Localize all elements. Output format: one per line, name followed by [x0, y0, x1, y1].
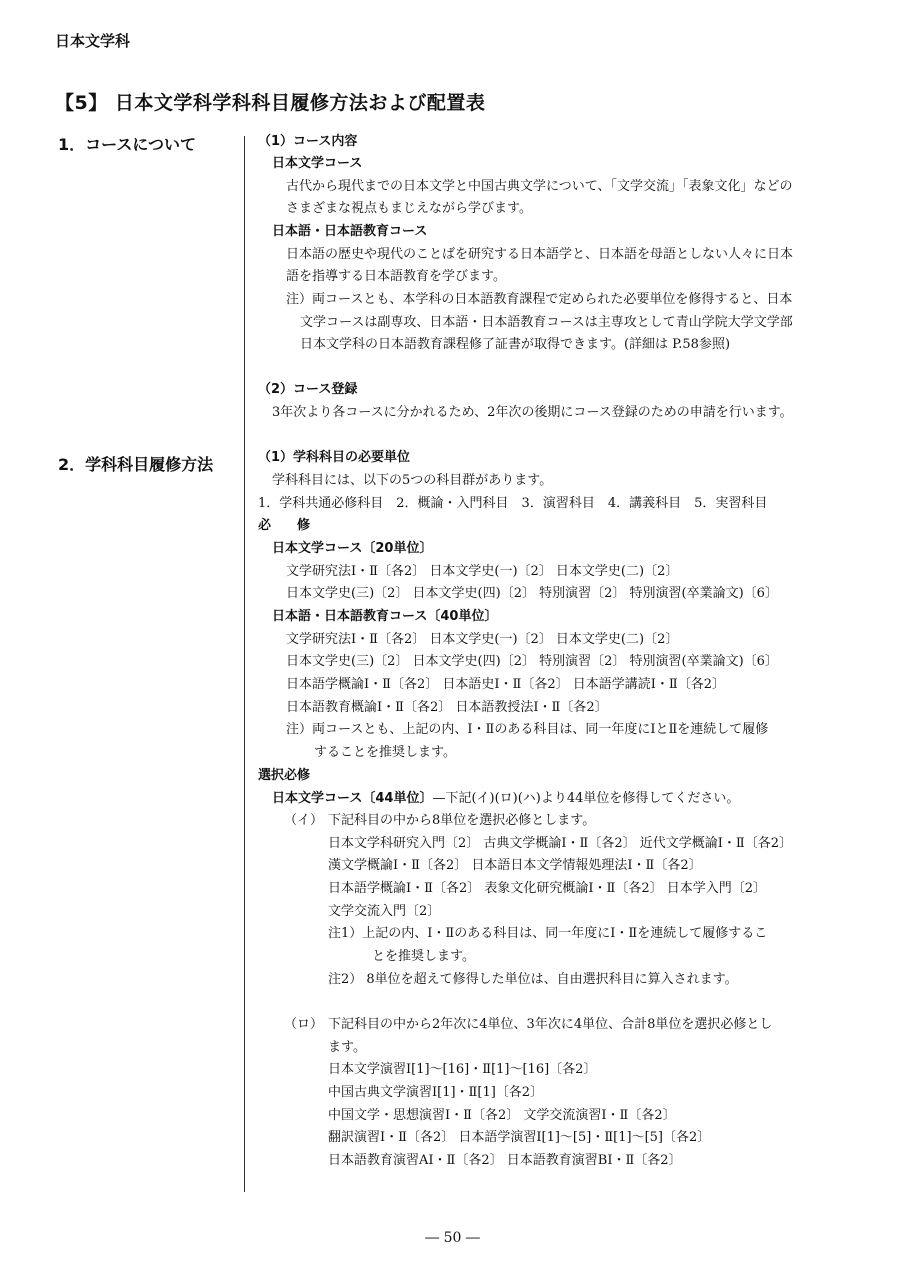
required-units-heading: （1）学科科目の必要単位 [258, 450, 411, 465]
req-jp-row-2: 日本文学史(三)〔2〕 日本文学史(四)〔2〕 特別演習〔2〕 特別演習(卒業論文)〔6〕 [286, 654, 778, 669]
req-note-1: 注）両コースとも、上記の内、Ⅰ・Ⅱのある科目は、同一年度にⅠとⅡを連続して履修 [286, 722, 769, 737]
course-registration-heading: （2）コース登録 [258, 382, 358, 397]
req-note-2: することを推奨します。 [314, 745, 456, 760]
course-note-3: 日本文学科の日本語教育課程修了証書が取得できます。(詳細は P.58参照) [300, 337, 731, 352]
elective-jl-line [272, 789, 739, 809]
elective-label: 選択必修 [258, 768, 311, 783]
page-title: 【5】 日本文学科学科科目履修方法および配置表 [55, 92, 486, 114]
req-jl-row-2: 日本文学史(三)〔2〕 日本文学史(四)〔2〕 特別演習〔2〕 特別演習(卒業論文)〔6〕 [286, 586, 778, 601]
item-ro-text-1: 下記科目の中から2年次に4単位、3年次に4単位、合計8単位を選択必修とし [328, 1017, 773, 1032]
required-label: 必 修 [258, 518, 311, 533]
item-ro-mark: （ロ） [284, 1017, 324, 1032]
item-ro-line-4: 翻訳演習Ⅰ・Ⅱ〔各2〕 日本語学演習Ⅰ[1]〜[5]・Ⅱ[1]〜[5]〔各2〕 [328, 1130, 711, 1145]
item-i-note-1a: 注1）上記の内、Ⅰ・Ⅱのある科目は、同一年度にⅠ・Ⅱを連続して履修するこ [328, 926, 768, 941]
item-i-line-2: 漢文学概論Ⅰ・Ⅱ〔各2〕 日本語日本文学情報処理法Ⅰ・Ⅱ〔各2〕 [328, 858, 702, 873]
item-i-note-1b: とを推奨します。 [372, 949, 475, 964]
item-ro-line-2: 中国古典文学演習Ⅰ[1]・Ⅱ[1]〔各2〕 [328, 1085, 544, 1100]
jp-course-text-1: 日本語の歴史や現代のことばを研究する日本語学と、日本語を母語としない人々に日本 [286, 247, 794, 262]
item-i-line-4: 文学交流入門〔2〕 [328, 904, 441, 919]
section-divider-line [244, 136, 245, 1192]
jl-course-text-1: 古代から現代までの日本文学と中国古典文学について、「文学交流」「表象文化」などの [286, 179, 793, 194]
item-ro-line-5: 日本語教育演習AⅠ・Ⅱ〔各2〕 日本語教育演習BⅠ・Ⅱ〔各2〕 [328, 1153, 682, 1168]
item-i-mark: （イ） [284, 813, 324, 828]
req-jp-row-1: 文学研究法Ⅰ・Ⅱ〔各2〕 日本文学史(一)〔2〕 日本文学史(二)〔2〕 [286, 632, 679, 647]
elective-jl-description: —下記(イ)(ロ)(ハ)より44単位を修得してください。 [432, 791, 740, 806]
item-ro-text-2: ます。 [328, 1040, 366, 1055]
req-jl-row-1: 文学研究法Ⅰ・Ⅱ〔各2〕 日本文学史(一)〔2〕 日本文学史(二)〔2〕 [286, 564, 679, 579]
course-content-heading: （1）コース内容 [258, 134, 358, 149]
jl-course-text-2: さまざまな視点もまじえながら学びます。 [286, 201, 532, 216]
req-jp-row-3: 日本語学概論Ⅰ・Ⅱ〔各2〕 日本語史Ⅰ・Ⅱ〔各2〕 日本語学講読Ⅰ・Ⅱ〔各2〕 [286, 677, 725, 692]
department-header: 日本文学科 [55, 32, 131, 50]
course-note-1: 注）両コースとも、本学科の日本語教育課程で定められた必要単位を修得すると、日本 [286, 292, 793, 307]
item-ro-line-3: 中国文学・思想演習Ⅰ・Ⅱ〔各2〕 文学交流演習Ⅰ・Ⅱ〔各2〕 [328, 1108, 676, 1123]
page-number: ― 50 ― [425, 1230, 480, 1246]
item-i-line-3: 日本語学概論Ⅰ・Ⅱ〔各2〕 表象文化研究概論Ⅰ・Ⅱ〔各2〕 日本学入門〔2〕 [328, 881, 767, 896]
item-ro-line-1: 日本文学演習Ⅰ[1]〜[16]・Ⅱ[1]〜[16]〔各2〕 [328, 1062, 597, 1077]
item-i-note-2: 注2） 8単位を超えて修得した単位は、自由選択科目に算入されます。 [328, 972, 738, 987]
section-2-label: 2．学科科目履修方法 [58, 455, 214, 474]
section-1-label: 1．コースについて [58, 135, 197, 154]
elective-jl-course-name: 日本文学コース〔44単位〕 [272, 791, 433, 806]
course-note-2: 文学コースは副専攻、日本語・日本語教育コースは主専攻として青山学院大学文学部 [300, 315, 793, 330]
jp-course-text-2: 語を指導する日本語教育を学びます。 [286, 269, 506, 284]
subject-groups-list: 1．学科共通必修科目 2．概論・入門科目 3．演習科目 4．講義科目 5．実習科目 [258, 496, 768, 511]
item-i-text: 下記科目の中から8単位を選択必修とします。 [328, 813, 596, 828]
item-i-line-1: 日本文学科研究入門〔2〕 古典文学概論Ⅰ・Ⅱ〔各2〕 近代文学概論Ⅰ・Ⅱ〔各2〕 [328, 836, 793, 851]
subject-groups-intro: 学科科目には、以下の5つの科目群があります。 [272, 473, 553, 488]
req-jp-row-4: 日本語教育概論Ⅰ・Ⅱ〔各2〕 日本語教授法Ⅰ・Ⅱ〔各2〕 [286, 700, 608, 715]
jl-course-name: 日本文学コース [272, 156, 363, 171]
course-registration-text: 3年次より各コースに分かれるため、2年次の後期にコース登録のための申請を行います。 [272, 405, 793, 420]
jp-course-name: 日本語・日本語教育コース [272, 224, 428, 239]
req-jp-course-name: 日本語・日本語教育コース〔40単位〕 [272, 609, 498, 624]
req-jl-course-name: 日本文学コース〔20単位〕 [272, 541, 433, 556]
